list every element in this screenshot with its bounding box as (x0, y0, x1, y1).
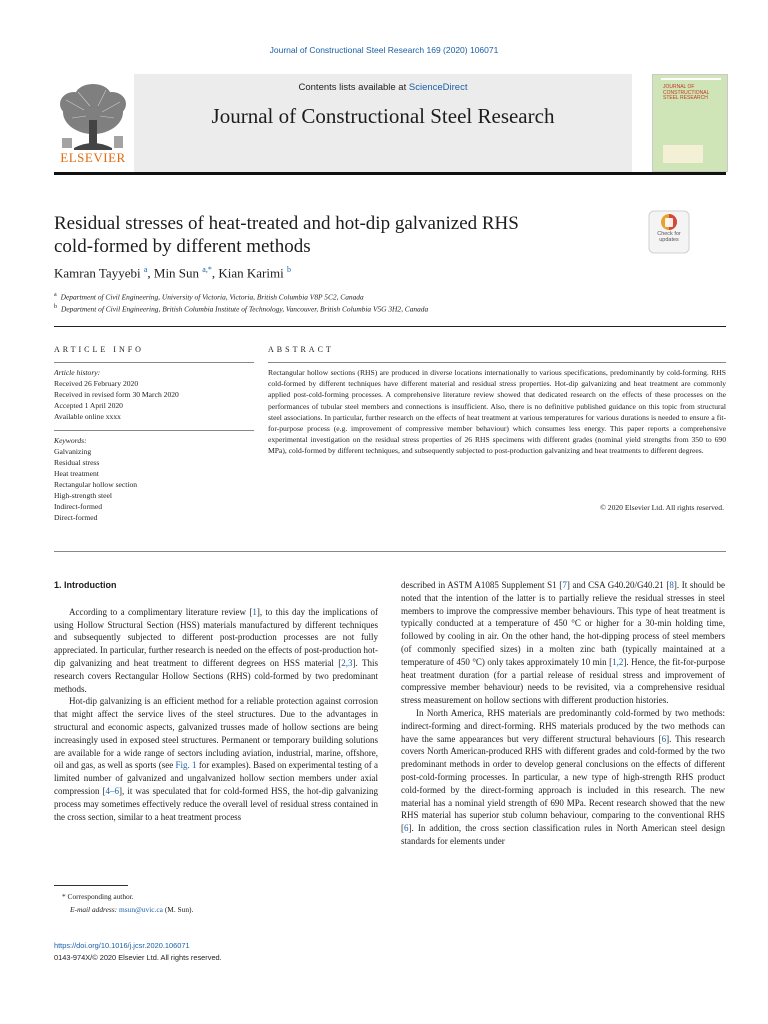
affiliation-a (54, 292, 364, 301)
keyword: Galvanizing (54, 447, 92, 456)
contents-line (134, 82, 632, 93)
body-column-left (54, 579, 378, 823)
section-heading: 1. Introduction (54, 580, 117, 590)
right-paragraphs (401, 579, 725, 848)
email-footnote (70, 905, 193, 914)
affiliation-label: a (54, 292, 57, 298)
cover-editor-box (663, 145, 703, 163)
abstract-bottom-rule (54, 551, 726, 552)
history-item: Available online xxxx (54, 412, 121, 421)
contents-prefix: Contents lists available at (298, 82, 409, 93)
cover-title-line: CONSTRUCTIONAL (663, 89, 710, 96)
article-info-rule (54, 362, 254, 363)
citation-link[interactable]: 2,3 (341, 657, 353, 668)
citation-link[interactable]: 1,2 (612, 656, 624, 667)
abstract-rule (268, 362, 726, 363)
history-item: Received in revised form 30 March 2020 (54, 390, 179, 399)
citation-link[interactable]: 7 (562, 580, 567, 590)
cover-top-strip (661, 78, 721, 80)
check-updates-line: updates (659, 237, 679, 243)
author-affiliation-mark[interactable]: b (286, 265, 291, 274)
body-column-right (401, 579, 725, 848)
corresponding-author-footnote (62, 892, 134, 901)
doi-link[interactable]: https://doi.org/10.1016/j.jcsr.2020.106071 (54, 941, 190, 950)
keyword: Residual stress (54, 458, 100, 467)
affiliation-label: b (54, 304, 57, 310)
article-history-label: Article history: (54, 368, 101, 377)
check-for-updates-label (644, 231, 694, 243)
body-paragraph: Hot-dip galvanizing is an efficient method for a reliable protection against corrosion that might affect the service lives of the steel structures. Due to the advantages in structural and economic aspects, galvanized trusses made of hollow sections are being increasingly used in exposed steel structures. Permanent or temporary building solutions are available for a wide range of sectors including aviation, industrial, marine, offshore, oil and gas, as well as sports (see Fig. 1 for examples). Based on experimental testing of a limited number of galvanized and ungalvanized hollow section members under axial compression [4–6], it was speculated that for cold-formed HSS, the hot-dip galvanizing process may sometimes effectively reduce the overall level of residual stress contained in the cross section, similar to a heat treatment process (54, 696, 378, 822)
check-updates-line: Check for (657, 231, 681, 237)
journal-cover-thumbnail[interactable] (652, 74, 728, 172)
affiliation-text: Department of Civil Engineering, British Columbia Institute of Technology, Vancouver, British Columbia V5G 3H2, Canada (61, 304, 429, 314)
citation-link[interactable]: 8 (669, 580, 674, 590)
citation-link[interactable]: 1 (252, 606, 257, 617)
body-paragraph: described in ASTM A1085 Supplement S1 [7] and CSA G40.20/G40.21 [8]. It should be noted that the intention of the latter is to partially relieve the residual stresses in steel members to improve the compressive member behaviours. This type of heat treatment is typically conducted at a temperature of 450 °C or higher for a 30-min holding time, followed by cooling in air. On the other hand, the hot-dipping process of steel members (of commonly specified sizes) in a molten zinc bath (typically maintained at a temperature of 450 °C) only takes approximately 10 min [1,2]. Hence, the fit-for-purpose heat treatment duration (for a partial release of residual stress and improvement of compressive member behaviour) needs to be revisited, via a comprehensive residual stress measurement on hollow sections with different production histories. (401, 580, 726, 706)
abstract-text: Rectangular hollow sections (RHS) are produced in diverse locations internationally to various specifications, predominantly by cold-forming. RHS cold-formed by different techniques have different material and residual stress properties. Hot-dip galvanizing and heat treatment are commonly applied post-cold-forming processes. A comprehensive literature review showed that dedicated research on the effects of these processes on the performances of tubular steel members and connections is insufficient. Also, there is no definitive published guidance on this topic from structural steel associations. In particular, further research on the effects of heat treatment at various temperatures for various durations is needed to ensure a fit-for-purpose process (e.g. improvement of compressive member behaviour) which consumes less energy. This paper reports a comprehensive experimental investigation on the residual stress properties of 26 RHS specimens with different grades (nominal yield strengths from 350 to 690 MPa), cold-formed by different techniques, and subsequently subjected to post-production galvanizing and heat treatments to different degrees. (268, 368, 726, 456)
header-rule (54, 172, 726, 175)
journal-reference-link[interactable]: Journal of Constructional Steel Research 169 (2020) 106071 (269, 45, 499, 55)
author-list: Kamran Tayyebi $^a$, Min Sun $^{a,*}$, Kian Karimi $^b$ (54, 265, 291, 281)
cover-title (663, 85, 709, 102)
article-title (54, 212, 614, 258)
keyword: Indirect-formed (54, 502, 103, 511)
cover-title-line: STEEL RESEARCH (663, 95, 708, 101)
author-affiliation-mark[interactable]: a,* (202, 265, 212, 274)
email-link[interactable]: msun@uvic.ca (119, 905, 163, 914)
article-info-heading: ARTICLE INFO (54, 345, 144, 354)
citation-link[interactable]: 6 (661, 733, 667, 744)
article-title-line: Residual stresses of heat-treated and hot-dip galvanized RHS (54, 213, 519, 234)
affiliation-b (54, 304, 428, 313)
footnote-asterisk: * (62, 892, 68, 901)
author-name[interactable]: Min Sun (153, 265, 200, 281)
email-label: E-mail address: (70, 905, 119, 914)
keyword: Heat treatment (54, 469, 99, 478)
body-paragraph: According to a complimentary literature review [1], to this day the implications of using Hollow Structural Section (HSS) materials manufactured by different techniques and subsequently subjected to different post-production processes are not fully appreciated. In particular, further research is needed on the effects of post-production hot-dip galvanizing and heat treatment to different degrees on HSS material [2,3]. This research covers Rectangular Hollow Sections (RHS) cold-formed by two predominant methods. (54, 606, 378, 694)
keyword: High-strength steel (54, 491, 112, 500)
affiliation-text: Department of Civil Engineering, University of Victoria, Victoria, British Columbia V8P 5C2, Canada (60, 292, 364, 302)
abstract-heading: ABSTRACT (268, 345, 334, 354)
keyword: Direct-formed (54, 513, 98, 522)
history-item: Accepted 1 April 2020 (54, 401, 123, 410)
article-title-line: cold-formed by different methods (54, 236, 311, 257)
article-history (54, 367, 179, 422)
citation-link[interactable]: 6 (404, 823, 409, 834)
corresponding-author-text: Corresponding author. (67, 892, 134, 901)
journal-name-link[interactable]: Journal of Constructional Steel Research (211, 104, 555, 128)
history-item: Received 26 February 2020 (54, 379, 139, 388)
email-suffix: (M. Sun). (162, 905, 194, 914)
citation-link[interactable]: 4–6 (105, 785, 120, 796)
footnote-rule (54, 885, 128, 886)
sciencedirect-link[interactable]: ScienceDirect (408, 82, 468, 93)
issn-copyright: 0143-974X/© 2020 Elsevier Ltd. All rights reserved. (54, 953, 222, 962)
keyword: Rectangular hollow section (54, 480, 138, 489)
citation-link[interactable]: Fig. 1 (175, 760, 197, 771)
author-name[interactable]: Kian Karimi (218, 265, 284, 281)
title-rule (54, 326, 726, 327)
elsevier-wordmark: ELSEVIER (60, 150, 126, 165)
cover-title-line: JOURNAL OF (663, 84, 695, 90)
author-name[interactable]: Kamran Tayyebi (54, 265, 141, 281)
abstract-copyright: © 2020 Elsevier Ltd. All rights reserved. (600, 503, 724, 512)
keywords-list (54, 435, 137, 523)
keywords-label: Keywords: (54, 436, 87, 445)
body-paragraph: In North America, RHS materials are predominantly cold-formed by two methods: indirect-forming and direct-forming. RHS materials produced by the two methods can have the same appearances but very different structural behaviours [6]. This research covers North American-produced RHS with different grades and cold-formed by the two predominant methods in order to develop general conclusions on the effects of different post-cold-forming processes. In particular, a new type of high-strength RHS product cold-formed by the direct-forming approach is included in this research. The new material has a nominal yield strength of 690 MPa. Recent research showed that the new RHS material has superior stub column behaviour, comparing to the conventional RHS [6]. In addition, the cross section classification rules in North American steel design standards for elements under (401, 707, 725, 846)
keywords-rule (54, 430, 254, 431)
author-affiliation-mark[interactable]: a (143, 265, 148, 274)
left-paragraphs (54, 606, 378, 824)
